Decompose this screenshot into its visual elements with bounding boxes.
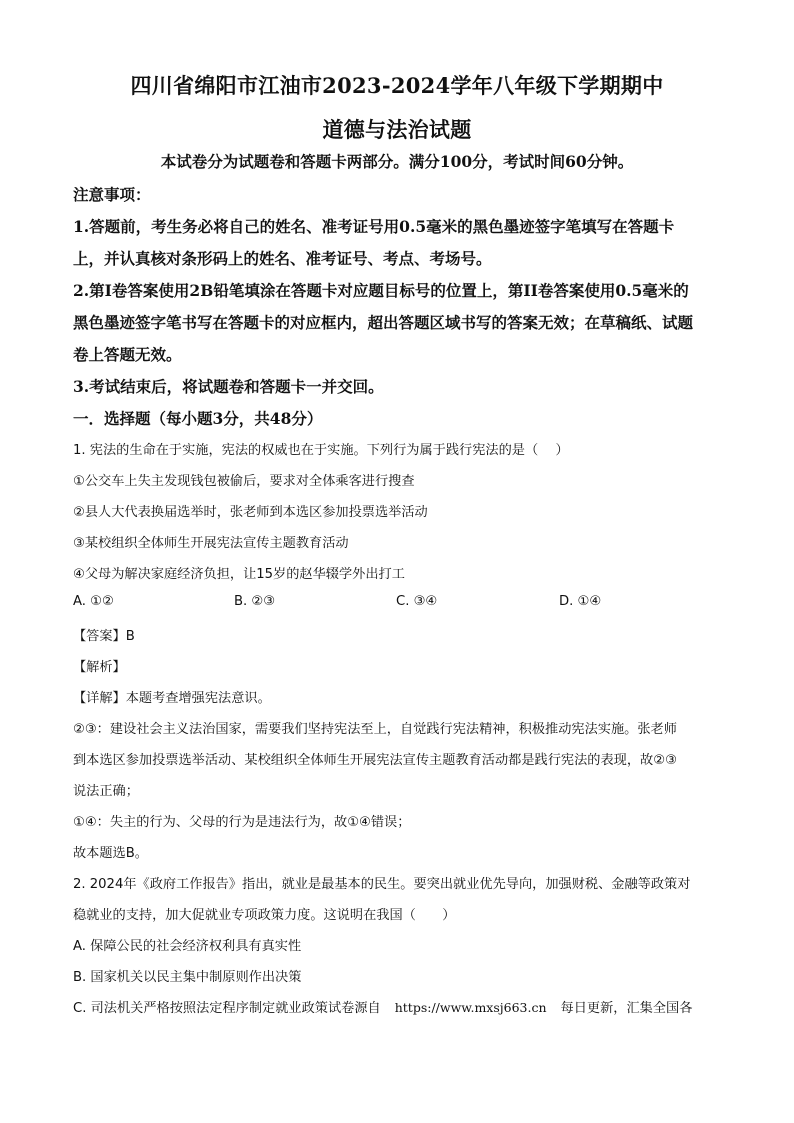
q2-stem-line-2: 稳就业的支持，加大促就业专项政策力度。这说明在我国（ ） bbox=[73, 908, 456, 923]
q1-options bbox=[73, 594, 723, 614]
q1-option-d: D. ①④ bbox=[559, 594, 602, 609]
q1-stem: 1. 宪法的生命在于实施，宪法的权威也在于实施。下列行为属于践行宪法的是（ ） bbox=[73, 443, 569, 458]
q1-analysis-label: 【解析】 bbox=[73, 660, 126, 675]
q1-statement-1: ①公交车上失主发现钱包被偷后，要求对全体乘客进行搜查 bbox=[73, 474, 415, 489]
q1-explanation-1-line-1: ②③：建设社会主义法治国家，需要我们坚持宪法至上，自觉践行宪法精神，积极推动宪法实施。张老师 bbox=[73, 722, 677, 737]
section-heading: 一．选择题（每小题3分，共48分） bbox=[73, 409, 323, 428]
q1-statement-3: ③某校组织全体师生开展宪法宣传主题教育活动 bbox=[73, 536, 349, 551]
q2-stem-line-1: 2. 2024年《政府工作报告》指出，就业是最基本的民生。要突出就业优先导向，加强财税、金融等政策对 bbox=[73, 877, 691, 892]
q1-statement-4: ④父母为解决家庭经济负担，让15岁的赵华辍学外出打工 bbox=[73, 567, 405, 582]
exam-subtitle: 道德与法治试题 bbox=[322, 117, 472, 142]
note-1-line-1: 1.答题前，考生务必将自己的姓名、准考证号用0.5毫米的黑色墨迹签字笔填写在答题卡 bbox=[73, 217, 675, 236]
note-2-line-1: 2.第I卷答案使用2B铅笔填涂在答题卡对应题目标号的位置上，第II卷答案使用0.5毫米的 bbox=[73, 281, 689, 300]
q1-conclusion: 故本题选B。 bbox=[73, 846, 148, 861]
note-2-line-2: 黑色墨迹签字笔书写在答题卡的对应框内，超出答题区域书写的答案无效；在草稿纸、试题 bbox=[73, 313, 694, 332]
note-1-line-2: 上，并认真核对条形码上的姓名、准考证号、考点、考场号。 bbox=[73, 249, 492, 268]
q1-answer: 【答案】B bbox=[73, 629, 135, 644]
q1-option-b: B. ②③ bbox=[234, 594, 276, 609]
q2-option-b: B. 国家机关以民主集中制原则作出决策 bbox=[73, 970, 302, 985]
q2-option-c: C. 司法机关严格按照法定程序制定就业政策 bbox=[73, 1001, 328, 1016]
exam-intro: 本试卷分为试题卷和答题卡两部分。满分100分，考试时间60分钟。 bbox=[160, 152, 634, 171]
q1-option-a: A. ①② bbox=[73, 594, 114, 609]
note-3: 3.考试结束后，将试题卷和答题卡一并交回。 bbox=[73, 377, 384, 396]
notes-heading: 注意事项： bbox=[73, 185, 151, 204]
source-prefix: 试卷源自 bbox=[327, 1001, 381, 1016]
q1-explanation-1-line-3: 说法正确； bbox=[73, 784, 139, 799]
note-2-line-3: 卷上答题无效。 bbox=[73, 345, 182, 364]
q1-detail: 【详解】本题考查增强宪法意识。 bbox=[73, 691, 271, 706]
q1-explanation-1-line-2: 到本选区参加投票选举活动、某校组织全体师生开展宪法宣传主题教育活动都是践行宪法的表现，故②③ bbox=[73, 753, 677, 768]
source-url[interactable]: https://www.mxsj663.cn bbox=[394, 1000, 547, 1015]
q1-option-c: C. ③④ bbox=[396, 594, 438, 609]
q1-explanation-2: ①④：失主的行为、父母的行为是违法行为，故①④错误； bbox=[73, 815, 411, 830]
source-suffix: 每日更新，汇集全国各 bbox=[560, 1001, 693, 1016]
exam-title: 四川省绵阳市江油市2023-2024学年八年级下学期期中 bbox=[130, 73, 664, 98]
q2-option-a: A. 保障公民的社会经济权利具有真实性 bbox=[73, 939, 302, 954]
q1-statement-2: ②县人大代表换届选举时，张老师到本选区参加投票选举活动 bbox=[73, 505, 428, 520]
q2-option-c-line bbox=[73, 997, 723, 1016]
